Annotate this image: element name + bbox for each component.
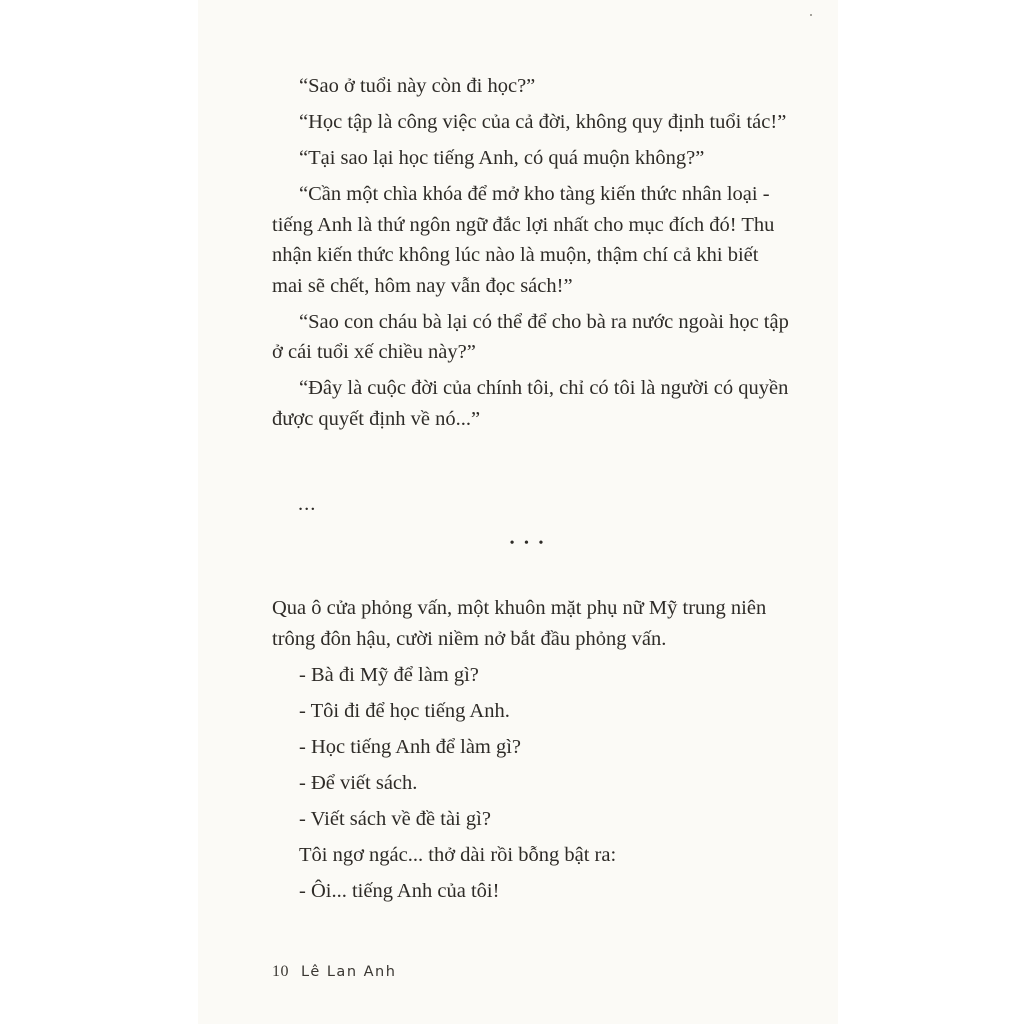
page-footer <box>272 962 396 982</box>
interview-block <box>272 593 792 912</box>
trailing-ellipsis: ... <box>298 493 317 515</box>
interview-line: - Để viết sách. <box>299 772 418 794</box>
print-speck <box>810 14 812 16</box>
interview-intro: Qua ô cửa phỏng vấn, một khuôn mặt phụ nữ Mỹ trung niên trông đôn hậu, cười niềm nở bắt đầu phỏng vấn. <box>272 597 767 650</box>
interview-line: - Bà đi Mỹ để làm gì? <box>299 664 479 686</box>
page-number: 10 <box>272 963 289 980</box>
dialogue-block <box>272 71 792 440</box>
dialogue-line: “Sao ở tuổi này còn đi học?” <box>299 75 536 97</box>
interview-line: - Học tiếng Anh để làm gì? <box>299 736 522 758</box>
interview-line: - Ôi... tiếng Anh của tôi! <box>299 880 500 902</box>
interview-line: - Viết sách về đề tài gì? <box>299 808 491 830</box>
dialogue-line: “Học tập là công việc của cả đời, không quy định tuổi tác!” <box>299 111 787 133</box>
dialogue-line: “Cần một chìa khóa để mở kho tàng kiến thức nhân loại - tiếng Anh là thứ ngôn ngữ đắc lợi nhất cho mục đích đó! Thu nhận kiến thức không lúc nào là muộn, thậm chí cả khi biết mai sẽ chết, hôm nay vẫn đọc sách!” <box>272 183 775 297</box>
dialogue-line: “Sao con cháu bà lại có thể để cho bà ra nước ngoài học tập ở cái tuổi xế chiều này?” <box>272 310 789 363</box>
dialogue-line: “Tại sao lại học tiếng Anh, có quá muộn không?” <box>299 147 705 169</box>
interview-line: Tôi ngơ ngác... thở dài rồi bỗng bật ra: <box>299 844 617 866</box>
interview-line: - Tôi đi để học tiếng Anh. <box>299 700 510 722</box>
section-separator: • • • <box>509 536 547 551</box>
dialogue-line: “Đây là cuộc đời của chính tôi, chỉ có tôi là người có quyền được quyết định về nó...” <box>272 377 789 430</box>
author-name: Lê Lan Anh <box>301 964 397 980</box>
